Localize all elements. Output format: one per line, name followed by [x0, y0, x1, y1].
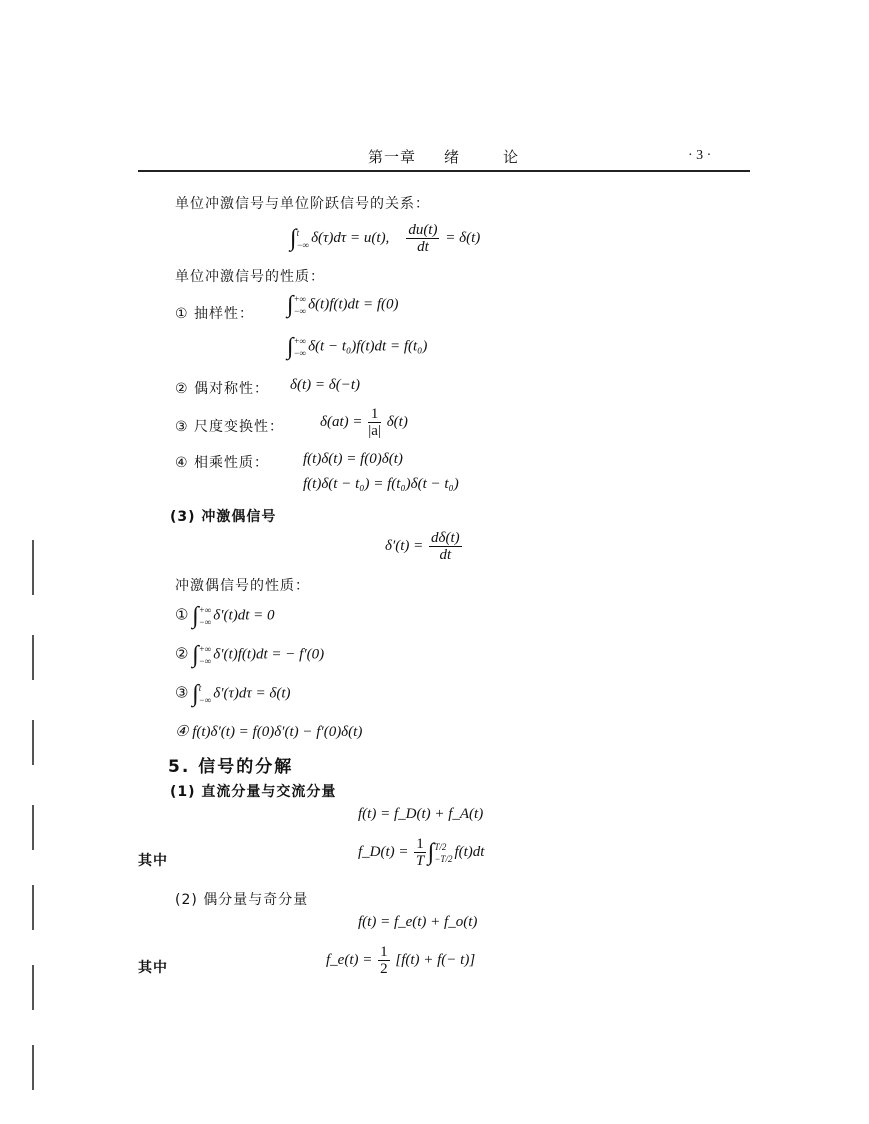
property-1-formula-a: ∫ +∞ −∞ δ(t)f(t)dt = f(0): [287, 292, 399, 318]
scan-margin-mark: [32, 635, 34, 680]
doublet-property-3: ③ ∫ t −∞ δ′(τ)dτ = δ(t): [175, 681, 291, 707]
scan-margin-mark: [32, 965, 34, 1010]
property-1-label: ① 抽样性：: [175, 306, 255, 322]
property-4-label: ④ 相乘性质：: [175, 455, 270, 471]
subsection-2-formula: f(t) = f_e(t) + f_o(t): [358, 914, 478, 930]
property-3-label: ③ 尺度变换性：: [175, 419, 285, 435]
property-4-formula-b: f(t)δ(t − t₀) = f(t₀)δ(t − t₀): [303, 476, 459, 492]
chapter-title-char-2: 论: [503, 148, 520, 166]
property-2-formula: δ(t) = δ(−t): [290, 377, 361, 393]
property-2-label: ② 偶对称性：: [175, 381, 270, 397]
property-3-formula: δ(at) = $\frac{1}{|a|}$ δ(t): [320, 406, 408, 439]
relation-formula: ∫ t −∞ δ(τ)dτ = u(t), $\frac{du(t)}{dt}$ = δ(t): [290, 222, 481, 255]
doublet-property-4: ④ f(t)δ′(t) = f(0)δ′(t) − f′(0)δ(t): [175, 724, 363, 740]
scan-margin-mark: [32, 805, 34, 850]
dc-component-formula: f_D(t) = $\frac{1}{T}$ ∫ T/2 −T/2 f(t)dt: [358, 836, 485, 869]
integral-sign: ∫: [290, 225, 297, 252]
doublet-definition: δ′(t) = $\frac{d\delta(t)}{dt}$: [385, 530, 460, 563]
scan-margin-mark: [32, 1045, 34, 1090]
subsection-2-heading: (2) 偶分量与奇分量: [175, 892, 309, 908]
scan-margin-mark: [32, 885, 34, 930]
where-label-1: 其中: [138, 853, 168, 869]
chapter-label: 第一章: [368, 148, 417, 166]
even-component-formula: f_e(t) = $\frac{1}{2}$ [f(t) + f(− t)]: [326, 944, 476, 977]
doublet-property-1: ① ∫ +∞ −∞ δ′(t)dt = 0: [175, 603, 275, 629]
header-rule: [138, 170, 750, 172]
chapter-title-char-1: 绪: [444, 148, 461, 166]
properties-label: 单位冲激信号的性质：: [175, 269, 325, 285]
section-5-heading: 5. 信号的分解: [168, 757, 294, 777]
page-number: · 3 ·: [688, 148, 712, 163]
subsection-1-heading: (1) 直流分量与交流分量: [170, 784, 337, 800]
doublet-property-2: ② ∫ +∞ −∞ δ′(t)f(t)dt = − f′(0): [175, 642, 325, 668]
scan-margin-mark: [32, 540, 34, 595]
doublet-properties-label: 冲激偶信号的性质：: [175, 578, 310, 594]
doublet-heading: (3) 冲激偶信号: [170, 509, 277, 525]
property-4-formula-a: f(t)δ(t) = f(0)δ(t): [303, 451, 403, 467]
where-label-2: 其中: [138, 960, 168, 976]
scan-margin-mark: [32, 720, 34, 765]
subsection-1-formula: f(t) = f_D(t) + f_A(t): [358, 806, 484, 822]
property-1-formula-b: ∫ +∞ −∞ δ(t − t₀)f(t)dt = f(t₀): [287, 334, 428, 360]
relation-label: 单位冲激信号与单位阶跃信号的关系：: [175, 196, 430, 212]
